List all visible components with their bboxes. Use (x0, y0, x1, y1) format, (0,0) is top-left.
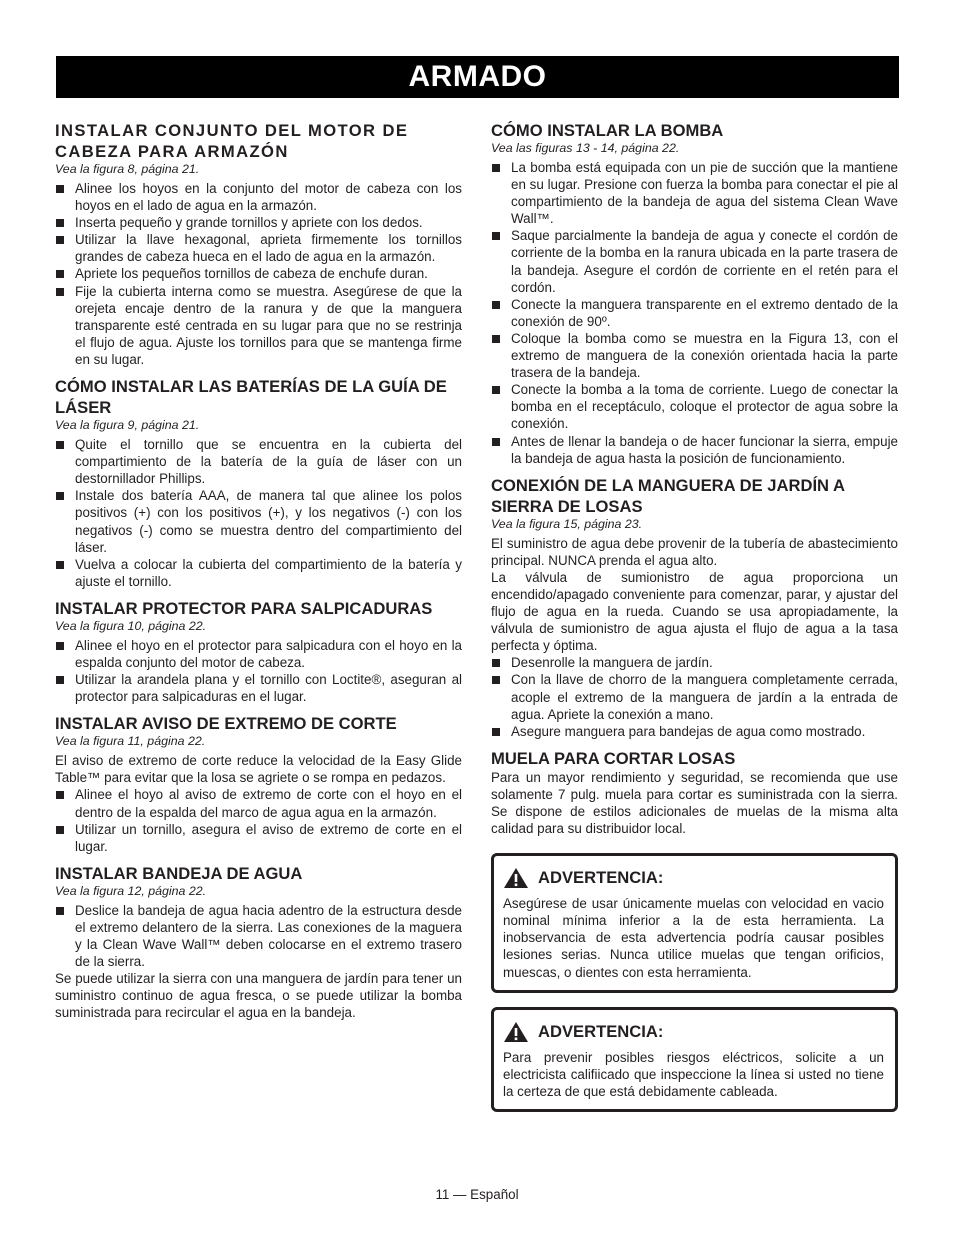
bullet-list (55, 902, 462, 970)
paragraph: La válvula de sumionistro de agua proporciona un encendido/apagado conveniente para comenzar, parar, y ajustar del flujo de agua en la rueda. Cuando se usa apropiadamente, la válvula de sumionistro de agua ajusta el flujo de agua a la tasa perfecta y óptima. (491, 569, 898, 654)
section-title: CÓMO INSTALAR LA BOMBA (491, 121, 724, 140)
paragraph: El aviso de extremo de corte reduce la velocidad de la Easy Glide Table™ para evitar que la losa se agriete o se rompa en pedazos. (55, 753, 462, 786)
list-item: Con la llave de chorro de la manguera completamente cerrada, acople el extremo de la manguera de jardín a la entrada de agua. Apriete la conexión a mano. (491, 671, 898, 722)
list-item: La bomba está equipada con un pie de succión que la mantiene en su lugar. Presione con fuerza la bomba para conectar el pie al compartimiento de la bandeja de agua del sistema Clean Wave Wall™. (491, 159, 898, 227)
bullet-list (55, 436, 462, 590)
warning-text: Asegúrese de usar únicamente muelas con velocidad en vacio nominal mínima inferior a la de esta herramienta. La inobservancia de esta advertencia podría causar posibles lesiones serias. Nunca utilice muelas que tengan orificios, muescas, o dientes con esta herramienta. (503, 896, 884, 980)
figure-reference: Vea la figura 15, página 23. (491, 516, 643, 531)
list-item: Inserta pequeño y grande tornillos y apriete con los dedos. (55, 214, 462, 231)
list-item: Apriete los pequeños tornillos de cabeza de enchufe duran. (55, 265, 462, 282)
section-water-tray (55, 863, 462, 1022)
section-title: CONEXIÓN DE LA MANGUERA DE JARDÍN A SIERRA DE LOSAS (491, 475, 845, 516)
figure-reference: Vea la figura 12, página 22. (55, 883, 207, 898)
warning-triangle-icon (503, 1021, 529, 1043)
section-install-pump (491, 120, 898, 467)
section-title: MUELA PARA CORTAR LOSAS (491, 748, 736, 768)
figure-reference: Vea la figura 9, página 21. (55, 418, 200, 433)
figure-reference: Vea la figura 10, página 22. (55, 618, 207, 633)
list-item: Deslice la bandeja de agua hacia adentro de la estructura desde el extremo delantero de la sierra. Las conexiones de la maguera y la Clean Wave Wall™ deben colocarse en el extremo trasero de la sierra. (55, 902, 462, 970)
list-item: Coloque la bomba como se muestra en la Figura 13, con el extremo de manguera de la conexión orientada hacia la parte trasera de la bandeja. (491, 330, 898, 381)
bullet-list (55, 637, 462, 705)
bullet-list (491, 159, 898, 467)
section-title: INSTALAR AVISO DE EXTREMO DE CORTE (55, 714, 397, 734)
warning-header (503, 1021, 884, 1043)
list-item: Quite el tornillo que se encuentra en la cubierta del compartimiento de la batería de la guía de láser con un destornillador Phillips. (55, 436, 462, 487)
section-title: INSTALAR CONJUNTO DEL MOTOR DE CABEZA PARA ARMAZÓN (55, 121, 409, 161)
section-title: INSTALAR BANDEJA DE AGUA (55, 863, 303, 883)
section-cutting-wheel (491, 748, 898, 837)
section-garden-hose (491, 475, 898, 740)
paragraph: Se puede utilizar la sierra con una manguera de jardín para tener un suministro continuo de agua fresca, o se puede utilizar la bomba suministrada para recircular el agua en la bandeja. (55, 971, 462, 1021)
list-item: Alinee el hoyo en el protector para salpicadura con el hoyo en la espalda conjunto del motor de cabeza. (55, 637, 462, 671)
list-item: Vuelva a colocar la cubierta del compartimiento de la batería y ajuste el tornillo. (55, 556, 462, 590)
list-item: Utilizar la llave hexagonal, aprieta firmemente los tornillos grandes de cabeza hueca en el lado de agua en la armazón. (55, 231, 462, 265)
list-item: Utilizar un tornillo, asegura el aviso de extremo de corte en el lugar. (55, 821, 462, 855)
section-splash-guard (55, 598, 462, 705)
left-column (55, 120, 462, 1021)
section-motor-assembly (55, 120, 462, 368)
warning-title: ADVERTENCIA: (538, 868, 664, 888)
figure-reference: Vea las figuras 13 - 14, página 22. (491, 141, 680, 155)
warning-triangle-icon (503, 867, 529, 889)
list-item: Instale dos batería AAA, de manera tal que alinee los polos positivos (+) con los positivos (+), y los negativos (-) con los negativos (-) como se muestra dentro del compartimiento del láser. (55, 487, 462, 555)
list-item: Conecte la manguera transparente en el extremo dentado de la conexión de 90º. (491, 296, 898, 330)
list-item: Antes de llenar la bandeja o de hacer funcionar la sierra, empuje la bandeja de agua hasta la posición de funcionamiento. (491, 433, 898, 467)
list-item: Utilizar la arandela plana y el tornillo con Loctite®, aseguran al protector para salpicaduras en el lugar. (55, 671, 462, 705)
list-item: Fije la cubierta interna como se muestra. Asegúrese de que la orejeta encaje dentro de la ranura y de que la manguera transparente esté centrada en su lugar para que no se restrinja el flujo de agua. Ajuste los tornillos para que se mantenga firme en su lugar. (55, 283, 462, 368)
section-laser-batteries (55, 376, 462, 590)
page-title: ARMADO (56, 56, 899, 98)
bullet-list (55, 786, 462, 854)
section-title: CÓMO INSTALAR LAS BATERÍAS DE LA GUÍA DE LÁSER (55, 377, 447, 418)
paragraph: Para un mayor rendimiento y seguridad, se recomienda que use solamente 7 pulg. muela para cortar es suministrada con la sierra. Se dispone de estilos adicionales de muelas de la misma alta calidad para su distribuidor local. (491, 769, 898, 837)
right-column (491, 120, 898, 1112)
page-footer: 11 — Español (435, 1187, 519, 1202)
bullet-list (491, 654, 898, 739)
warning-text: Para prevenir posibles riesgos eléctricos, solicite a un electricista califiicado que inspeccione la línea si usted no tiene la certeza de que está debidamente cableada. (503, 1049, 884, 1099)
section-end-of-cut-stop (55, 713, 462, 855)
figure-reference: Vea la figura 8, página 21. (55, 162, 200, 176)
warning-box (491, 1007, 898, 1112)
warning-title: ADVERTENCIA: (538, 1021, 664, 1041)
bullet-list (55, 180, 462, 368)
section-title: INSTALAR PROTECTOR PARA SALPICADURAS (55, 598, 433, 618)
list-item: Saque parcialmente la bandeja de agua y conecte el cordón de corriente de la bomba en la ranura ubicada en la parte trasera de la bandeja. Asegure el cordón de corriente en el retén para el cordón. (491, 227, 898, 295)
warning-box (491, 853, 898, 992)
list-item: Asegure manguera para bandejas de agua como mostrado. (491, 723, 898, 740)
list-item: Conecte la bomba a la toma de corriente. Luego de conectar la bomba en el receptáculo, coloque el protector de agua sobre la conexión. (491, 381, 898, 432)
paragraph: El suministro de agua debe provenir de la tubería de abastecimiento principal. NUNCA prenda el agua alto. (491, 535, 898, 568)
figure-reference: Vea la figura 11, página 22. (55, 734, 206, 749)
list-item: Alinee los hoyos en la conjunto del motor de cabeza con los hoyos en el lado de agua en la armazón. (55, 180, 462, 214)
warning-header (503, 867, 884, 889)
list-item: Alinee el hoyo al aviso de extremo de corte con el hoyo en el dentro de la espalda del marco de agua agua en la armazón. (55, 786, 462, 820)
list-item: Desenrolle la manguera de jardín. (491, 654, 898, 671)
